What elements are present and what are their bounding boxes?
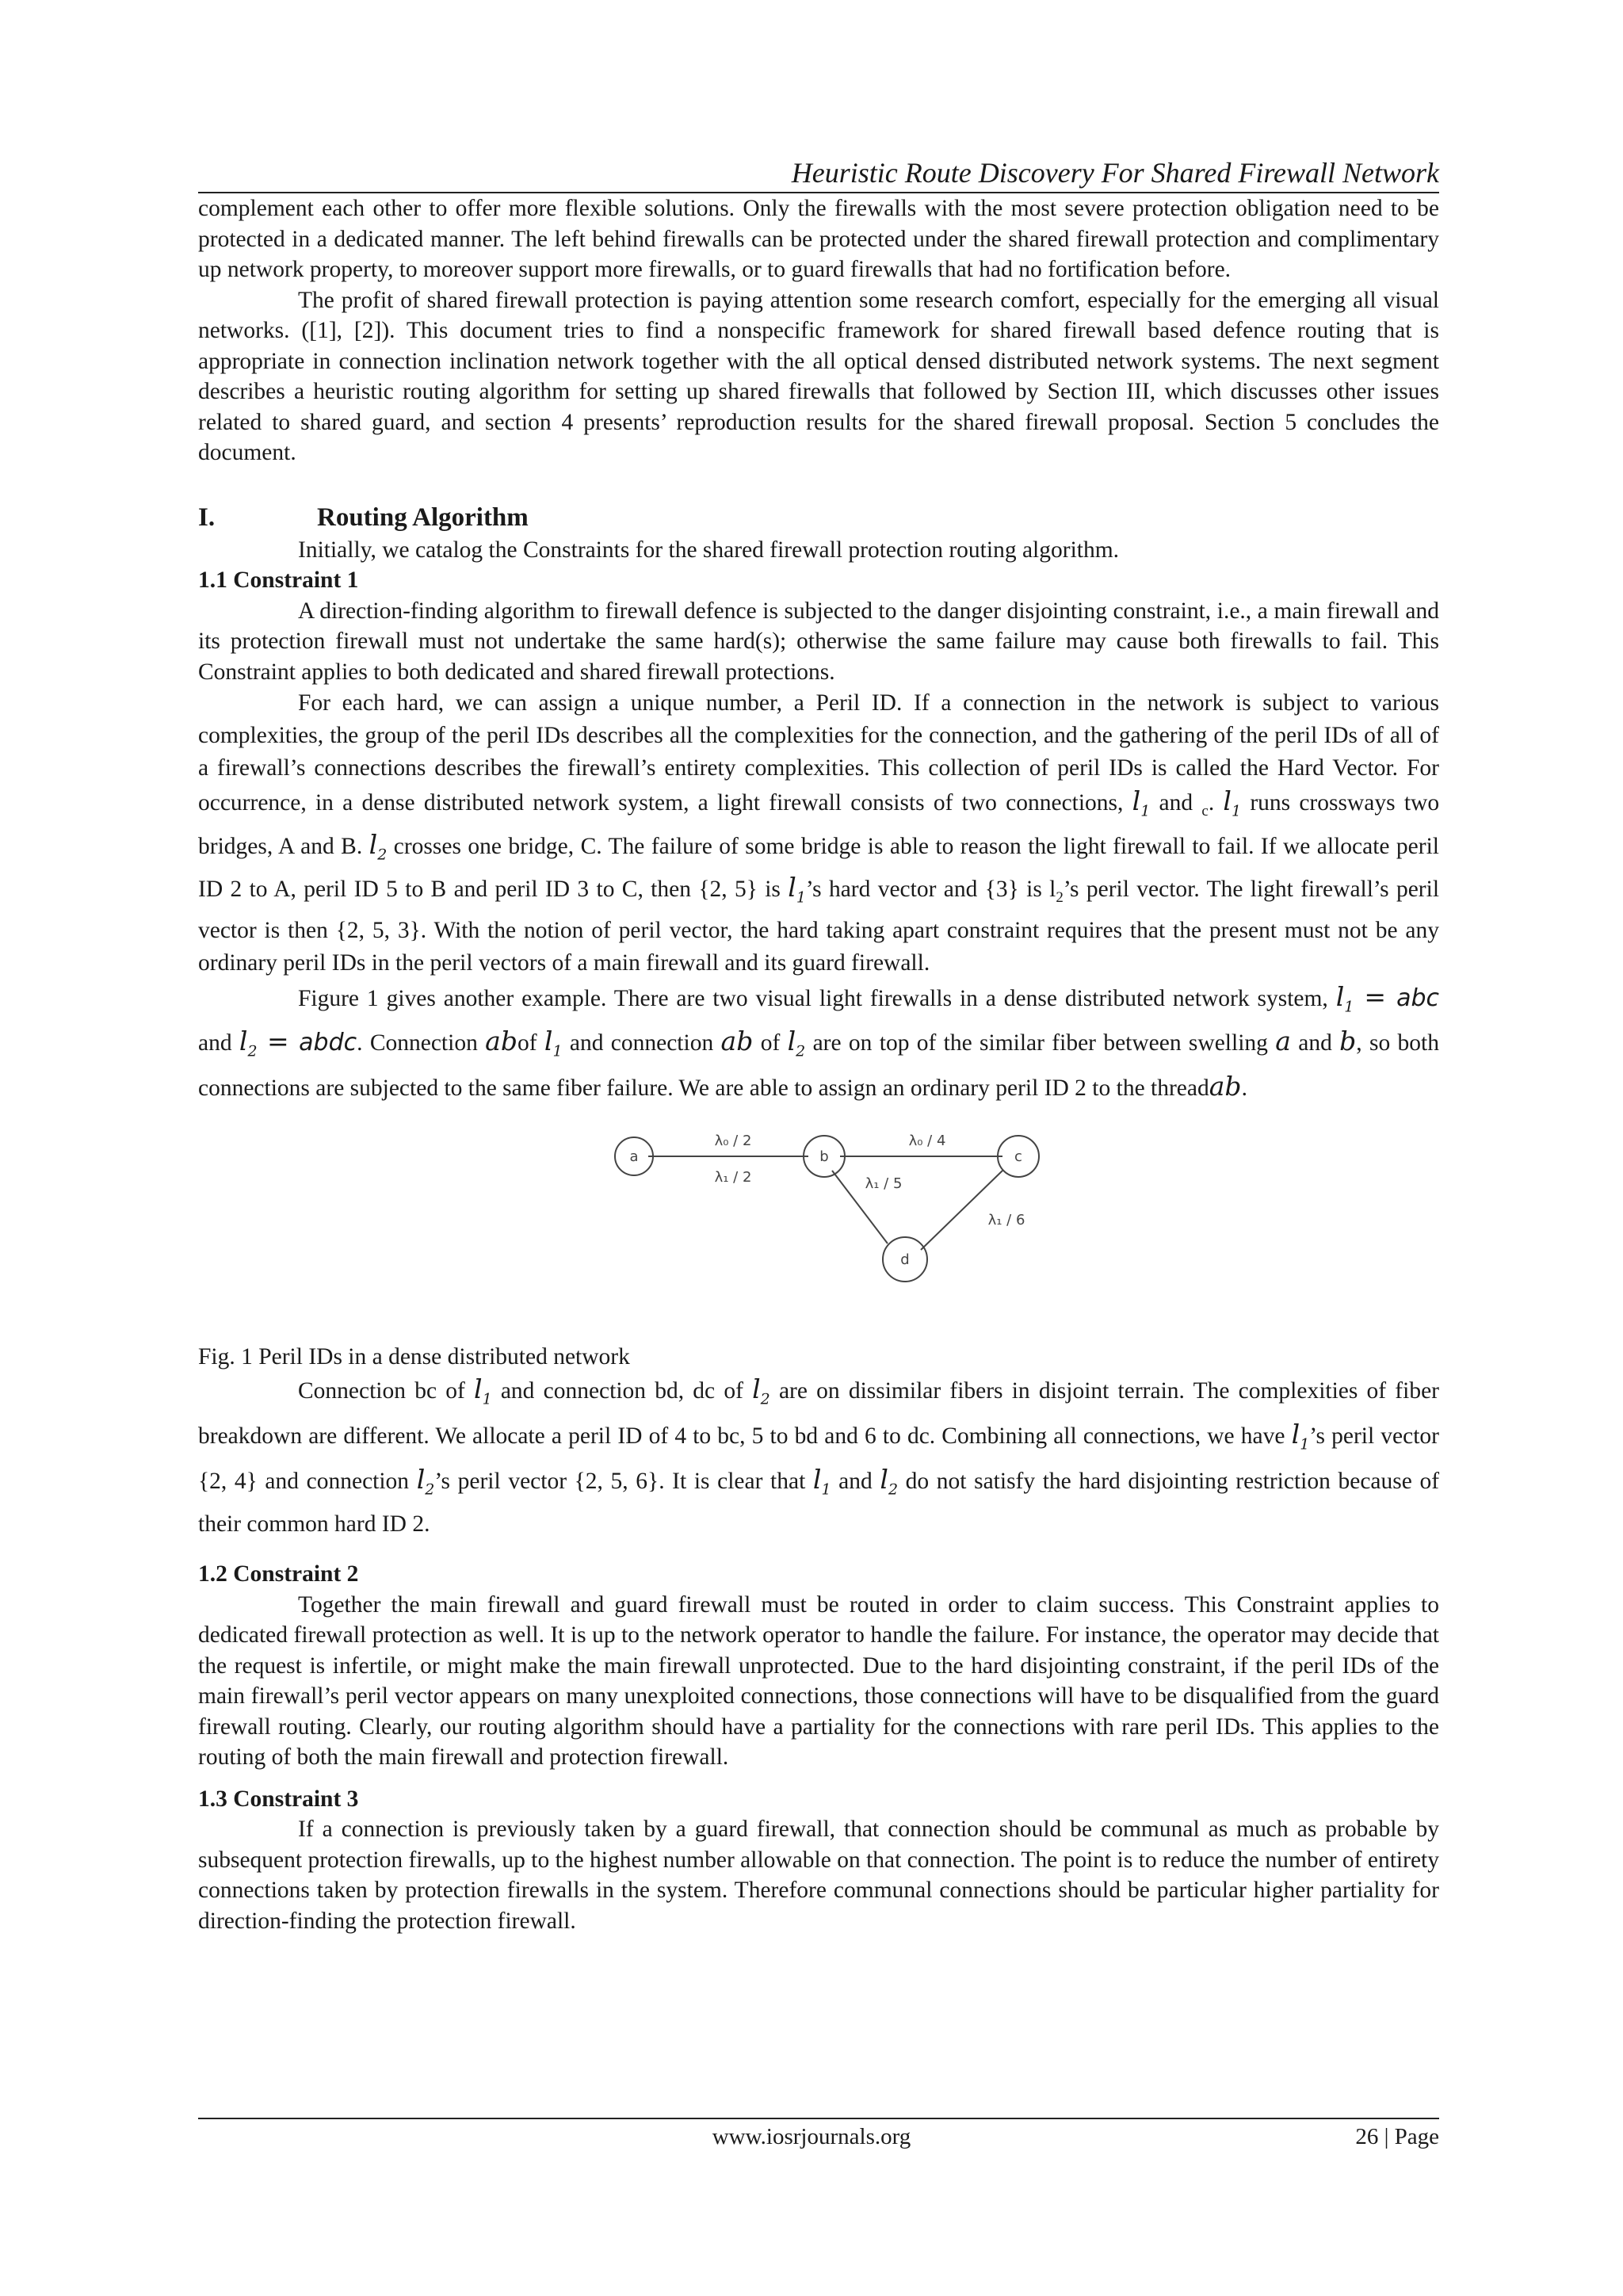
math-ab: ab <box>1209 1070 1242 1102</box>
figure-caption: Fig. 1 Peril IDs in a dense distributed network <box>198 1343 630 1370</box>
edge-label-dc: λ₁ / 6 <box>987 1211 1025 1228</box>
paragraph-constraint-1: A direction-finding algorithm to firewall defence is subjected to the danger disjointing constraint, i.e., a main firewall and its protection firewall must not undertake the same hard(s); otherwise the same failure may cause both firewalls to fail. This Constraint applies to both dedicated and shared firewall protections. <box>198 598 1439 685</box>
paragraph-figure-example: Figure 1 gives another example. There are two visual light firewalls in a dense distributed network system, $l_1$ = abc and $l_2$ = abdc. Connection abof $l_1$ and connection ab of $l_2$ are on top of the similar fiber between swelling a and b, so both connections are subjected to the same fiber failure. We are able to assign an ordinary peril ID 2 to the threadab. <box>198 980 1439 1102</box>
math-a: a <box>1275 1026 1291 1057</box>
math-c: c <box>1201 802 1209 819</box>
math-l1: $l_1$ <box>1132 785 1151 820</box>
math-l2-eq: $l_2$ = abdc <box>239 1026 357 1060</box>
section-number: I. <box>198 502 216 532</box>
edge-label-ab-top: λ₀ / 2 <box>714 1132 752 1149</box>
running-header: Heuristic Route Discovery For Shared Firewall Network <box>791 157 1439 189</box>
node-label-b: b <box>819 1148 829 1165</box>
paragraph-intro: complement each other to offer more flexible solutions. Only the firewalls with the most severe protection obligation need to be protected in a dedicated manner. The left behind firewalls can be protected under the shared firewall protection and complimentary up network property, to moreover support more firewalls, or to guard firewalls that had no fortification before. <box>198 196 1439 282</box>
math-ab: ab <box>720 1026 754 1057</box>
edge-label-bd: λ₁ / 5 <box>865 1175 903 1192</box>
math-l1: $l_1$ <box>788 872 806 907</box>
paragraph-shared-protection: The profit of shared firewall protection is paying attention some research comfort, especially for the emerging all visual networks. ([1], [2]). This document tries to find a nonspecific framework for shared firewall based defence routing that is appropriate in connection inclination network together with the all optical densed distributed network systems. The next segment describes a heuristic routing algorithm for setting up shared firewalls that followed by Section III, which discusses other issues related to shared guard, and section 4 presents’ reproduction results for the shared firewall proposal. Section 5 concludes the document. <box>198 287 1439 465</box>
footer-url: www.iosrjournals.org <box>712 2124 911 2149</box>
math-l2: $l_2$ <box>787 1026 806 1060</box>
body-text <box>198 193 1439 1936</box>
math-l1: $l_1$ <box>1223 785 1242 820</box>
footer-rule <box>198 2118 1439 2119</box>
math-l1: $l_1$ <box>544 1026 563 1060</box>
math-b: b <box>1339 1026 1357 1057</box>
section-title: Routing Algorithm <box>317 502 529 532</box>
subheading-constraint-3: 1.3 Constraint 3 <box>198 1786 359 1812</box>
math-ab: ab <box>485 1026 517 1057</box>
math-l2: $l_2$ <box>880 1463 899 1499</box>
node-label-a: a <box>629 1148 639 1165</box>
edge-label-bc: λ₀ / 4 <box>908 1132 946 1149</box>
node-label-c: c <box>1014 1148 1022 1165</box>
math-l2: $l_2$ <box>752 1373 770 1409</box>
paragraph-constraint-2: Together the main firewall and guard firewall must be routed in order to claim success. This Constraint applies to dedicated firewall protection as well. It is up to the network operator to handle the failure. For instance, the operator may decide that the request is infertile, or might make the main firewall unprotected. Due to the hard disjointing constraint, if the peril IDs of the main firewall’s peril vector appears on many unexploited connections, those connections will have to be disqualified from the guard firewall routing. Clearly, our routing algorithm should have a partiality for the connections with rare peril IDs. This applies to the routing of both the main firewall and protection firewall. <box>198 1591 1439 1771</box>
edge-label-ab-bottom: λ₁ / 2 <box>714 1168 752 1186</box>
math-l2: $l_2$ <box>416 1463 435 1499</box>
paragraph-constraint-3: If a connection is previously taken by a guard firewall, that connection should be communal as much as probable by subsequent protection firewalls, up to the highest number allowable on that connection. The point is to reduce the number of entirety connections taken by protection firewalls in the system. Therefore communal connections should be particular higher partiality for direction-finding the protection firewall. <box>198 1817 1439 1934</box>
math-l1: $l_1$ <box>1291 1419 1310 1454</box>
footer-page-number: 26 | Page <box>1355 2124 1439 2149</box>
math-l1: $l_1$ <box>812 1463 831 1499</box>
edge-dc <box>921 1171 1002 1250</box>
figure-1 <box>198 1117 1439 1323</box>
math-l2: $l_2$ <box>369 828 388 864</box>
math-l1-eq: $l_1$ = abc <box>1335 980 1439 1016</box>
paragraph-peril-vectors: Connection bc of $l_1$ and connection bd, dc of $l_2$ are on dissimilar fibers in disjoint terrain. The complexities of fiber breakdown are different. We allocate a peril ID of 4 to bc, 5 to bd and 6 to dc. Combining all connections, we have $l_1’s$ peril vector {2, 4} and connection $l_2’s$ peril vector {2, 5, 6}. It is clear that $l_1$ and $l_2$ do not satisfy the hard disjointing restriction because of their common hard ID 2. <box>198 1373 1440 1538</box>
subheading-constraint-1: 1.1 Constraint 1 <box>198 567 359 593</box>
section-heading <box>198 500 1439 535</box>
paragraph-peril-id: For each hard, we can assign a unique number, a Peril ID. If a connection in the network is subject to various complexities, the group of the peril IDs describes all the complexities for the connection, and the gathering of the peril IDs of all of a firewall’s connections describes the firewall’s entirety complexities. This collection of peril IDs is called the Hard Vector. For occurrence, in a dense distributed network system, a light firewall consists of two connections, $l_1$ and $_c$. $l_1$ runs crossways two bridges, A and B. $l_2$ crosses one bridge, C. The failure of some bridge is able to reason the light firewall to fail. If we allocate peril ID 2 to A, peril ID 5 to B and peril ID 3 to C, then {2, 5} is $l_1’s$ hard vector and {3} is $l_2’s$ peril vector. The light firewall’s peril vector is then {2, 5, 3}. With the notion of peril vector, the hard taking apart constraint requires that the present must not be any ordinary peril IDs in the peril vectors of a main firewall and its guard firewall. <box>198 690 1440 976</box>
node-label-d: d <box>900 1251 910 1268</box>
paragraph-catalog: Initially, we catalog the Constraints for the shared firewall protection routing algorithm. <box>298 537 1120 563</box>
subheading-constraint-2: 1.2 Constraint 2 <box>198 1561 359 1587</box>
network-diagram <box>610 1117 1054 1315</box>
math-l1: $l_1$ <box>474 1373 492 1409</box>
